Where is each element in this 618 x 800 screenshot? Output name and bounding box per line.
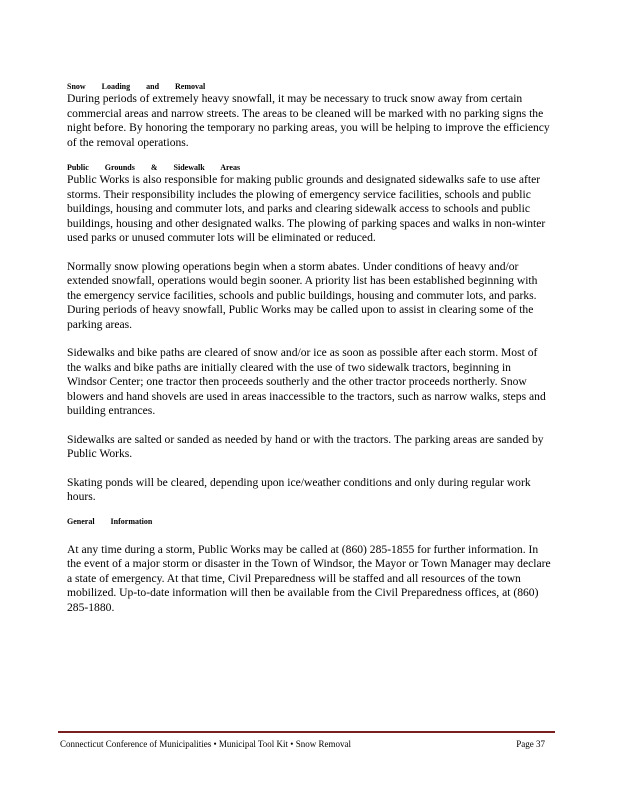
paragraph-skating-ponds: Skating ponds will be cleared, depending upon ice/weather conditions and only during regular work hours.	[67, 475, 531, 503]
paragraph-plowing-operations: Normally snow plowing operations begin when a storm abates. Under conditions of heavy and/or extended snowfall, operations would begin sooner. A priority list has been established beginning with the emergency service facilities, schools and public buildings, housing and commuter lots, and parks. During periods of heavy snowfall, Public Works may be called upon to assist in clearing some of the parking areas.	[67, 259, 538, 331]
document-body	[67, 82, 553, 615]
footer-title: Connecticut Conference of Municipalities • Municipal Tool Kit • Snow Removal	[60, 739, 351, 749]
page-number: Page 37	[516, 739, 545, 749]
paragraph-salting-sanding: Sidewalks are salted or sanded as needed by hand or with the tractors. The parking areas are sanded by Public Works.	[67, 432, 544, 460]
section-heading-public-grounds: Public Grounds & Sidewalk Areas	[67, 163, 241, 172]
section-heading-general-information: General Information	[67, 516, 153, 526]
paragraph-general-information: At any time during a storm, Public Works may be called at (860) 285-1855 for further information. In the event of a major storm or disaster in the Town of Windsor, the Mayor or Town Manager may declare a state of emergency. At that time, Civil Preparedness will be staffed and all resources of the town mobilized. Up-to-date information will then be available from the Civil Preparedness offices, at (860) 285-1880.	[67, 542, 551, 614]
footer-divider	[58, 731, 555, 733]
section-heading-snow-loading: Snow Loading and Removal	[67, 82, 206, 91]
paragraph-snow-loading: During periods of extremely heavy snowfall, it may be necessary to truck snow away from certain commercial areas and narrow streets. The areas to be cleaned will be marked with no parking signs the night before. By honoring the temporary no parking areas, you will be helping to improve the efficiency of the removal operations.	[67, 92, 550, 149]
paragraph-public-works-responsibility: Public Works is also responsible for making public grounds and designated sidewalks safe to use after storms. Their responsibility includes the plowing of emergency service facilities, schools and public buildings, housing and commuter lots, and parks and clearing sidewalk access to schools and public buildings, housing and other designated walks. The plowing of parking spaces and walks in non-winter used parks or unused commuter lots will be eliminated or reduced.	[67, 173, 546, 244]
paragraph-sidewalks-bike-paths: Sidewalks and bike paths are cleared of snow and/or ice as soon as possible after each storm. Most of the walks and bike paths are initially cleared with the use of two sidewalk tractors, beginning in Windsor Center; one tractor then proceeds southerly and the other tractor proceeds northerly. Snow blowers and hand shovels are used in areas inaccessible to the tractors, such as narrow walks, steps and building entrances.	[67, 346, 546, 417]
